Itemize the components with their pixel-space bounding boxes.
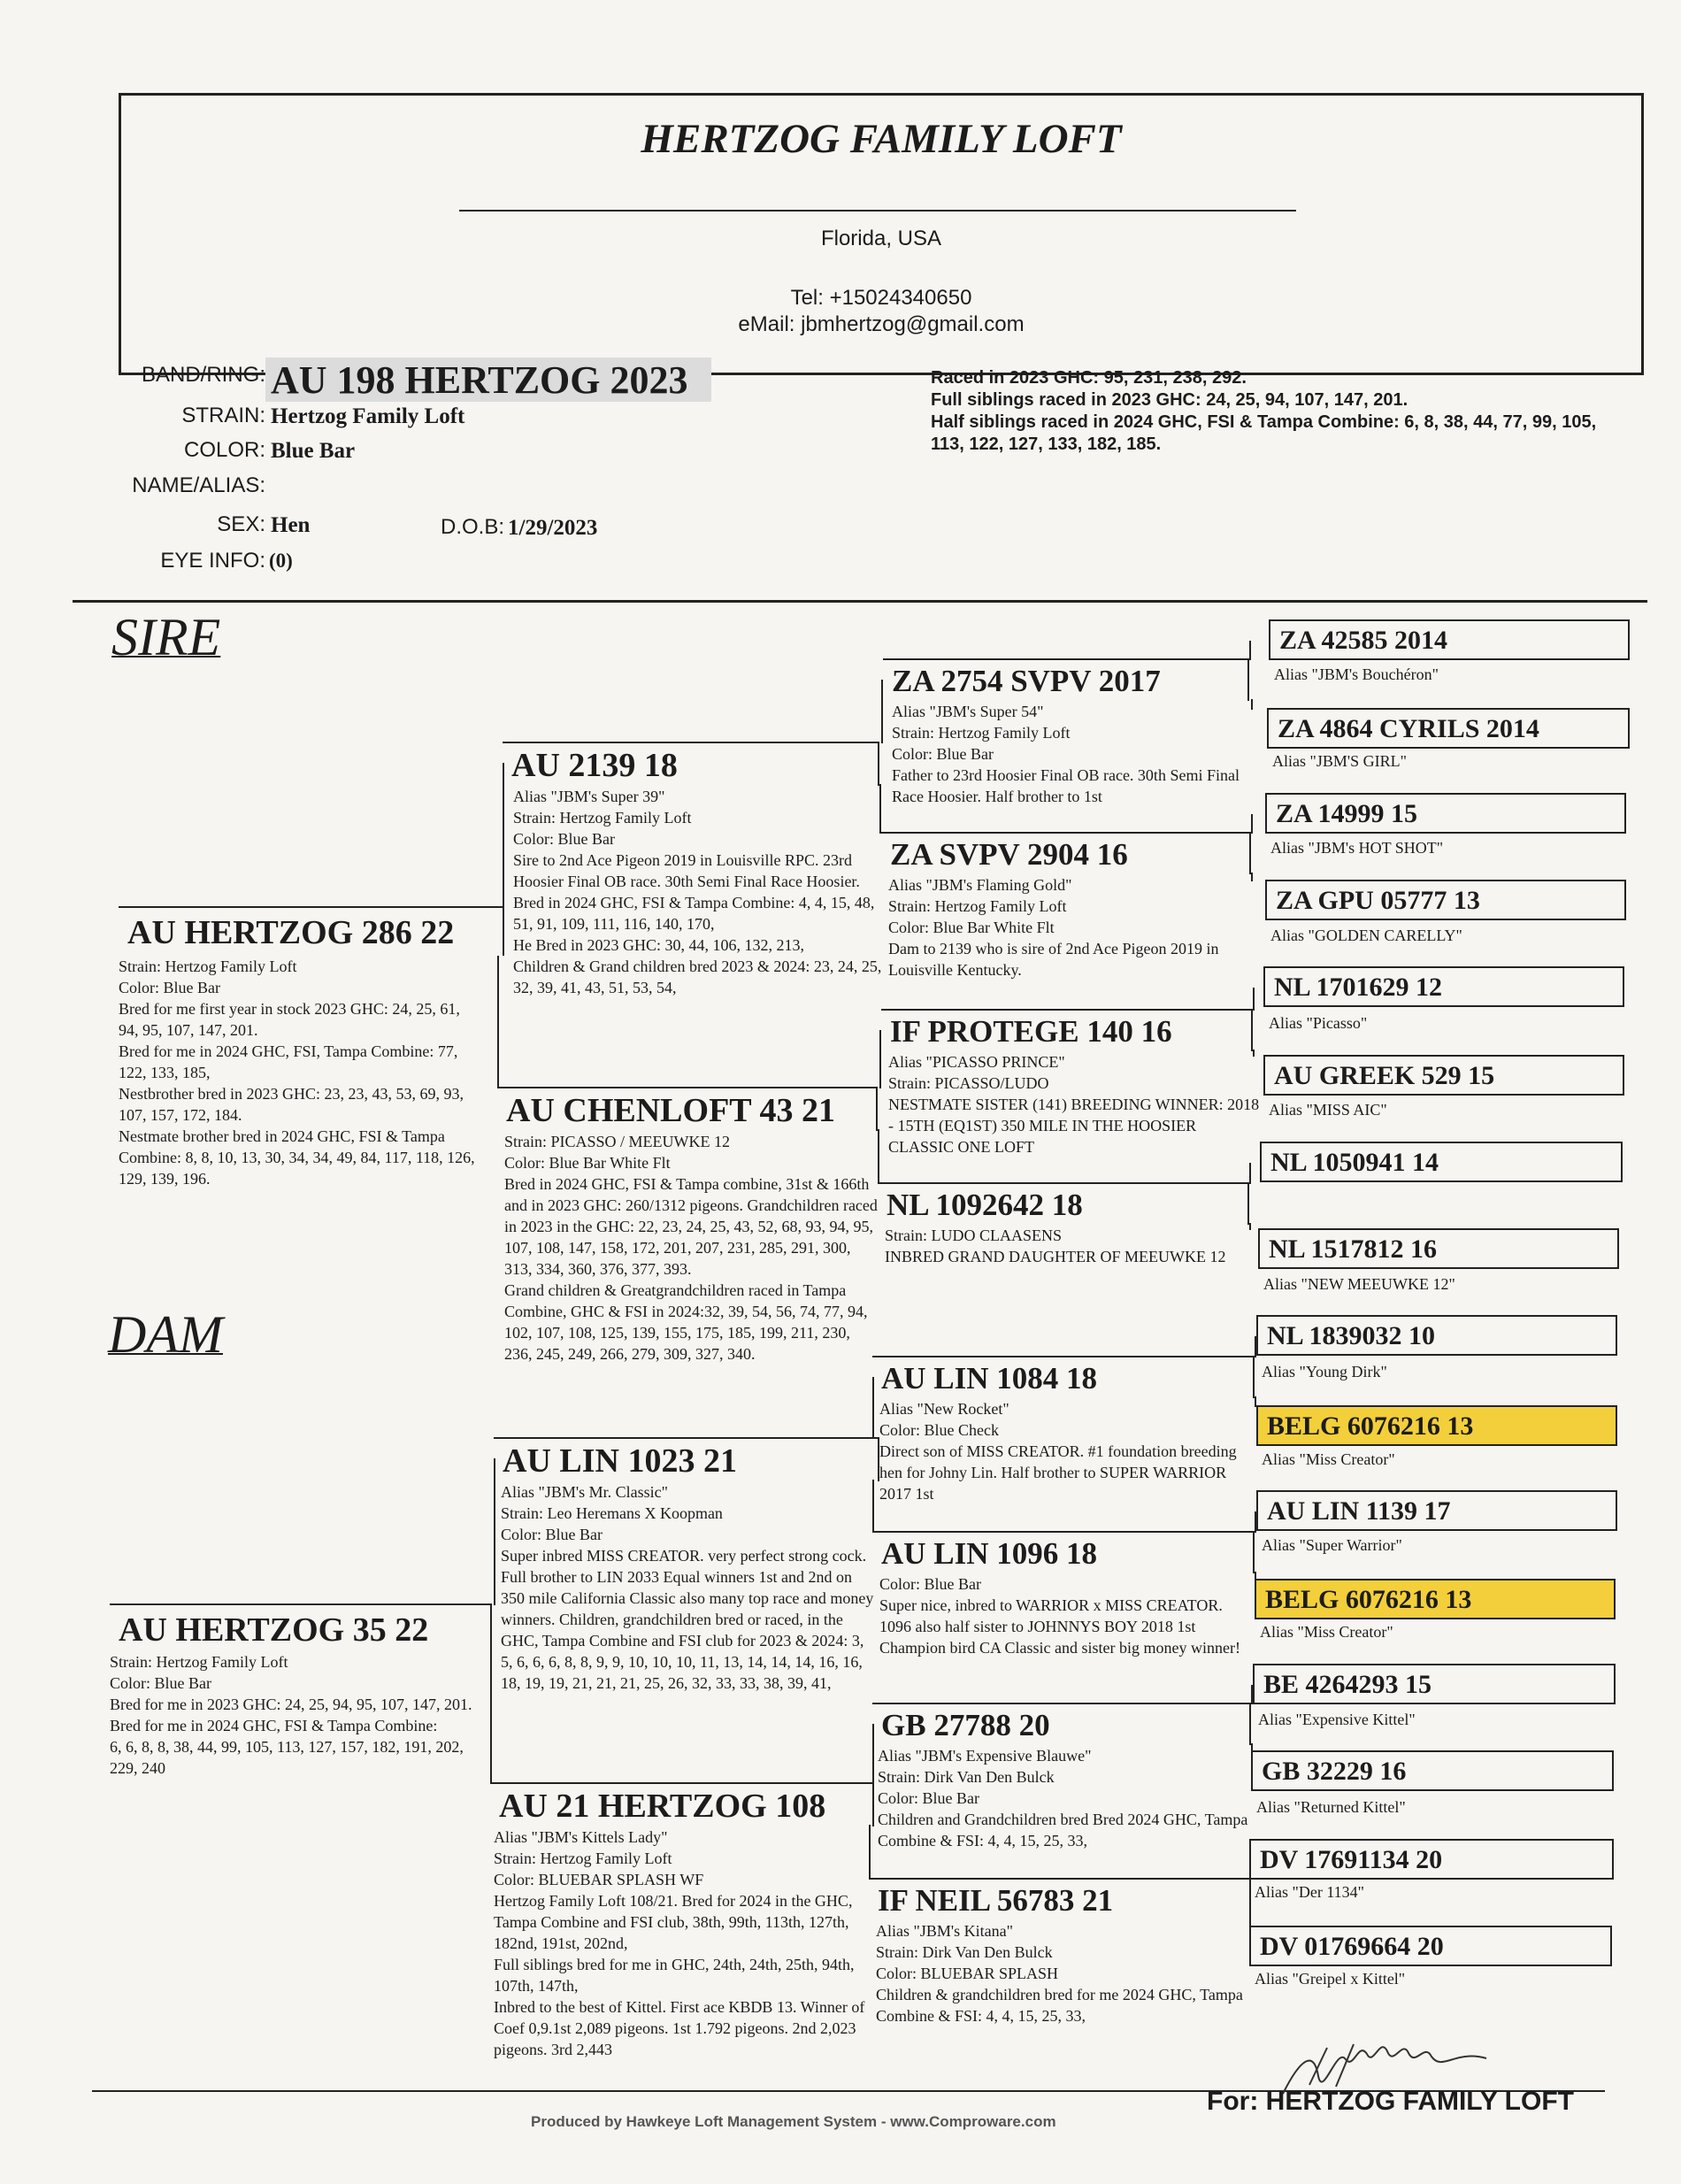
gen4-band: DV 01769664 20 bbox=[1249, 1926, 1612, 1966]
produced-by: Produced by Hawkeye Loft Management System - www.Comproware.com bbox=[531, 2113, 1056, 2130]
connector-line bbox=[1249, 1223, 1251, 1230]
connector-line bbox=[494, 1458, 495, 1605]
connector-line bbox=[1249, 1860, 1251, 1880]
gen4-band-highlighted: BELG 6076216 13 bbox=[1255, 1579, 1616, 1619]
eye-info-value: (0) bbox=[269, 550, 293, 572]
great-grandparent-band: IF NEIL 56783 21 bbox=[869, 1878, 1251, 1920]
connector-line bbox=[1255, 1336, 1256, 1357]
gen4-band: BE 4264293 15 bbox=[1253, 1664, 1616, 1704]
sire-info: Strain: Hertzog Family Loft Color: Blue Bar Bred for me first year in stock 2023 GHC: 24, 25, 61, 94, 95, 107, 147, 201. Bred for me in 2024 GHC, FSI, Tampa Combine: 77, 122, 133, 185, Nestbrother bred in 2023 GHC: 23, 23, 43, 53, 69, 93, 107, 157, 172, 184. Nestmate brother bred in 2024 GHC, FSI & Tampa Combine: 8, 8, 10, 13, 30, 34, 34, 49, 84, 117, 118, 126, 129, 139, 196. bbox=[119, 957, 475, 1188]
dam-info: Strain: Hertzog Family Loft Color: Blue Bar Bred for me in 2023 GHC: 24, 25, 94, 95, 107, 147, 201. Bred for me in 2024 GHC, FSI & Tampa Combine: 6, 6, 8, 8, 38, 44, 99, 105, 113, 127, 157, 182, 191, 202, 229, 240 bbox=[110, 1653, 472, 1777]
connector-line bbox=[490, 1653, 492, 1784]
great-grandparent-band: ZA 2754 SVPV 2017 bbox=[883, 658, 1249, 701]
gen4-band: AU GREEK 529 15 bbox=[1263, 1055, 1624, 1096]
connector-line bbox=[872, 1480, 874, 1533]
connector-line bbox=[1255, 1511, 1256, 1533]
gen4-band: NL 1517812 16 bbox=[1258, 1228, 1619, 1269]
gen4-alias: Alias "GOLDEN CARELLY" bbox=[1270, 927, 1462, 944]
gen4-alias: Alias "Der 1134" bbox=[1255, 1883, 1365, 1901]
great-grandparent-info: Alias "JBM's Flaming Gold" Strain: Hertzog Family Loft Color: Blue Bar White Flt Dam to 2139 who is sire of 2nd Ace Pigeon 2019 in Louisville Kentucky. bbox=[888, 876, 1219, 979]
gen4-alias: Alias "Super Warrior" bbox=[1262, 1536, 1402, 1554]
grandsire-maternal-band: AU LIN 1023 21 bbox=[494, 1437, 879, 1481]
connector-line bbox=[1253, 1050, 1255, 1057]
great-grandparent-info: Strain: LUDO CLAASENS INBRED GRAND DAUGHTER OF MEEUWKE 12 bbox=[885, 1227, 1226, 1265]
eye-info-label: EYE INFO: bbox=[160, 549, 265, 573]
dam-heading: DAM bbox=[108, 1305, 223, 1364]
great-grandparent-info: Alias "JBM's Kitana" Strain: Dirk Van Den Bulck Color: BLUEBAR SPLASH Children & grandchildren bred for me 2024 GHC, Tampa Combine & FSI: 4, 4, 15, 25, 33, bbox=[876, 1922, 1243, 2025]
great-grandparent-band: ZA SVPV 2904 16 bbox=[881, 832, 1251, 874]
great-grandparent-band: IF PROTEGE 140 16 bbox=[881, 1009, 1253, 1051]
granddam-maternal-band: AU 21 HERTZOG 108 bbox=[490, 1782, 874, 1826]
gen4-band: AU LIN 1139 17 bbox=[1256, 1490, 1617, 1531]
connector-line bbox=[1251, 873, 1253, 881]
gen4-band: ZA 42585 2014 bbox=[1269, 619, 1630, 660]
gen4-alias: Alias "Greipel x Kittel" bbox=[1255, 1970, 1406, 1988]
header-divider bbox=[459, 210, 1296, 211]
dob-label: D.O.B: bbox=[440, 515, 504, 539]
great-grandparent-info: Alias "JBM's Expensive Blauwe" Strain: Dirk Van Den Bulck Color: Blue Bar Children and Grandchildren bred Bred 2024 GHC, Tampa Combine & FSI: 4, 4, 15, 25, 33, bbox=[878, 1747, 1248, 1849]
gen4-alias: Alias "Picasso" bbox=[1269, 1014, 1368, 1032]
connector-line bbox=[1249, 1919, 1251, 1927]
gen4-band: NL 1839032 10 bbox=[1256, 1315, 1617, 1356]
connector-line bbox=[1255, 1572, 1256, 1580]
sire-heading: SIRE bbox=[111, 608, 221, 666]
grandsire-maternal-info: Alias "JBM's Mr. Classic" Strain: Leo Heremans X Koopman Color: Blue Bar Super inbred MISS CREATOR. very perfect strong cock. Full brother to LIN 2033 Equal winners 1st and 2nd on 350 mile California Classic also many top race and money winners. Children, grandchildren bred or raced, in the GHC, Tampa Combine and FSI club for 2023 & 2024: 3, 5, 6, 6, 6, 8, 8, 9, 9, 10, 10, 10, 11, 13, 14, 14, 14, 16, 16, 18, 19, 19, 21, 21, 21, 25, 26, 32, 33, 33, 38, 39, 41, bbox=[501, 1483, 874, 1692]
gen4-alias: Alias "MISS AIC" bbox=[1269, 1101, 1387, 1119]
race-info bbox=[931, 367, 1603, 456]
section-divider bbox=[73, 600, 1647, 603]
gen4-band: NL 1050941 14 bbox=[1260, 1142, 1623, 1182]
loft-header bbox=[119, 93, 1644, 375]
gen4-alias: Alias "NEW MEEUWKE 12" bbox=[1263, 1275, 1455, 1293]
gen4-band: ZA 4864 CYRILS 2014 bbox=[1267, 708, 1630, 749]
connector-line bbox=[497, 956, 499, 1088]
strain-value: Hertzog Family Loft bbox=[271, 404, 465, 428]
connector-line bbox=[1251, 1743, 1253, 1752]
connector-line bbox=[503, 763, 504, 908]
gen4-band: DV 17691134 20 bbox=[1249, 1839, 1614, 1880]
loft-tel: Tel: +15024340650 bbox=[790, 286, 972, 310]
grandsire-paternal-info: Alias "JBM's Super 39" Strain: Hertzog Family Loft Color: Blue Bar Sire to 2nd Ace Pigeon 2019 in Louisville RPC. 23rd Hoosier Final OB race. 30th Semi Final Race Hoosier. Bred in 2024 GHC, FSI & Tampa Combine: 4, 4, 15, 48, 51, 91, 109, 111, 116, 140, 170, He Bred in 2023 GHC: 30, 44, 106, 132, 213, Children & Grand children bred 2023 & 2024: 23, 24, 25, 32, 39, 41, 43, 51, 53, 54, bbox=[513, 788, 882, 996]
connector-line bbox=[879, 1030, 881, 1088]
loft-contact bbox=[121, 285, 1641, 338]
connector-line bbox=[1249, 641, 1251, 660]
gen4-band: NL 1701629 12 bbox=[1263, 966, 1624, 1007]
connector-line bbox=[1251, 1685, 1253, 1704]
connector-line bbox=[1255, 1396, 1256, 1407]
band-label: BAND/RING: bbox=[141, 363, 265, 387]
gen4-alias: Alias "JBM'S GIRL" bbox=[1272, 752, 1407, 770]
connector-line bbox=[1251, 814, 1253, 834]
great-grandparent-info: Alias "PICASSO PRINCE" Strain: PICASSO/LUDO NESTMATE SISTER (141) BREEDING WINNER: 2018 - 15TH (EQ1ST) 350 MILE IN THE HOOSIER CLASSIC ONE LOFT bbox=[888, 1053, 1260, 1156]
gen4-alias: Alias "Young Dirk" bbox=[1262, 1363, 1387, 1380]
loft-location: Florida, USA bbox=[820, 227, 942, 250]
connector-line bbox=[1251, 699, 1253, 710]
connector-line bbox=[1253, 988, 1255, 1011]
great-grandparent-band: AU LIN 1096 18 bbox=[872, 1531, 1255, 1573]
color-label: COLOR: bbox=[183, 438, 265, 462]
grandsire-paternal-band: AU 2139 18 bbox=[503, 742, 879, 786]
great-grandparent-info: Alias "New Rocket" Color: Blue Check Direct son of MISS CREATOR. #1 foundation breeding hen for Johny Lin. Half brother to SUPER WARRIOR 2017 1st bbox=[879, 1400, 1237, 1503]
great-grandparent-info: Color: Blue Bar Super nice, inbred to WARRIOR x MISS CREATOR. 1096 also half sister to JOHNNYS BOY 2018 1st Champion bird CA Classic and sister big money winner! bbox=[879, 1575, 1240, 1657]
sex-value: Hen bbox=[271, 513, 311, 537]
dob-value: 1/29/2023 bbox=[508, 516, 598, 540]
race-info-line: Half siblings raced in 2024 GHC, FSI & Tampa Combine: 6, 8, 38, 44, 77, 99, 105, 113, 122, 127, 133, 182, 185. bbox=[931, 412, 1597, 454]
strain-label: STRAIN: bbox=[181, 404, 265, 427]
connector-line bbox=[872, 1377, 874, 1439]
dam-band: AU HERTZOG 35 22 bbox=[110, 1603, 492, 1653]
great-grandparent-info: Alias "JBM's Super 54" Strain: Hertzog Family Loft Color: Blue Bar Father to 23rd Hoosier Final OB race. 30th Semi Final Race Hoosier. Half brother to 1st bbox=[892, 703, 1240, 805]
connector-line bbox=[878, 1129, 879, 1184]
for-loft: For: HERTZOG FAMILY LOFT bbox=[1207, 2087, 1574, 2116]
gen4-alias: Alias "JBM's HOT SHOT" bbox=[1270, 839, 1444, 857]
loft-email: eMail: jbmhertzog@gmail.com bbox=[738, 312, 1025, 336]
race-info-line: Full siblings raced in 2023 GHC: 24, 25, 94, 107, 147, 201. bbox=[931, 390, 1409, 410]
gen4-alias: Alias "Returned Kittel" bbox=[1256, 1798, 1406, 1816]
gen4-alias: Alias "Miss Creator" bbox=[1260, 1623, 1393, 1641]
connector-line bbox=[872, 1724, 874, 1784]
gen4-band: ZA 14999 15 bbox=[1265, 793, 1626, 834]
connector-line bbox=[1249, 1163, 1251, 1184]
gen4-band: ZA GPU 05777 13 bbox=[1265, 880, 1626, 920]
loft-name: HERTZOG FAMILY LOFT bbox=[641, 116, 1122, 162]
gen4-alias: Alias "JBM's Bouchéron" bbox=[1274, 665, 1439, 683]
granddam-paternal-info: Strain: PICASSO / MEEUWKE 12 Color: Blue Bar White Flt Bred in 2024 GHC, FSI & Tampa combine, 31st & 166th and in 2023 GHC: 260/1312 pigeons. Grandchildren raced in 2023 in the GHC: 22, 23, 24, 25, 43, 52, 68, 93, 94, 95, 107, 108, 147, 158, 172, 201, 207, 231, 285, 291, 300, 313, 334, 360, 376, 377, 393. Grand children & Greatgrandchildren raced in Tampa Combine, GHC & FSI in 2024:32, 39, 54, 56, 74, 77, 94, 102, 107, 108, 125, 139, 155, 175, 185, 199, 211, 230, 236, 245, 249, 266, 279, 309, 327, 340. bbox=[504, 1133, 878, 1363]
sire-band: AU HERTZOG 286 22 bbox=[119, 906, 504, 956]
granddam-paternal-band: AU CHENLOFT 43 21 bbox=[497, 1087, 878, 1131]
connector-line bbox=[869, 1825, 871, 1880]
gen4-alias: Alias "Miss Creator" bbox=[1262, 1450, 1395, 1468]
granddam-maternal-info: Alias "JBM's Kittels Lady" Strain: Hertzog Family Loft Color: BLUEBAR SPLASH WF Hertzog Family Loft 108/21. Bred for 2024 in the GHC, Tampa Combine and FSI club, 38th, 99th, 113th, 127th, 182nd, 191st, 202nd, Full siblings bred for me in GHC, 24th, 24th, 25th, 94th, 107th, 147th, Inbred to the best of Kittel. First ace KBDB 13. Winner of Coef 0,9.1st 2,089 pigeons. 1st 1.792 pigeons. 2nd 2,023 pigeons. 3rd 2,443 bbox=[494, 1828, 865, 2058]
gen4-band-highlighted: BELG 6076216 13 bbox=[1256, 1405, 1617, 1446]
connector-line bbox=[881, 680, 883, 743]
great-grandparent-band: GB 27788 20 bbox=[872, 1703, 1251, 1745]
gen4-band: GB 32229 16 bbox=[1251, 1750, 1614, 1791]
sex-label: SEX: bbox=[217, 512, 265, 536]
name-alias-label: NAME/ALIAS: bbox=[132, 473, 265, 497]
great-grandparent-band: NL 1092642 18 bbox=[878, 1182, 1249, 1225]
connector-line bbox=[879, 784, 881, 834]
gen4-alias: Alias "Expensive Kittel" bbox=[1258, 1711, 1416, 1728]
race-info-line: Raced in 2023 GHC: 95, 231, 238, 292. bbox=[931, 368, 1247, 388]
great-grandparent-band: AU LIN 1084 18 bbox=[872, 1356, 1255, 1398]
color-value: Blue Bar bbox=[271, 439, 356, 463]
band-number: AU 198 HERTZOG 2023 bbox=[265, 358, 711, 402]
